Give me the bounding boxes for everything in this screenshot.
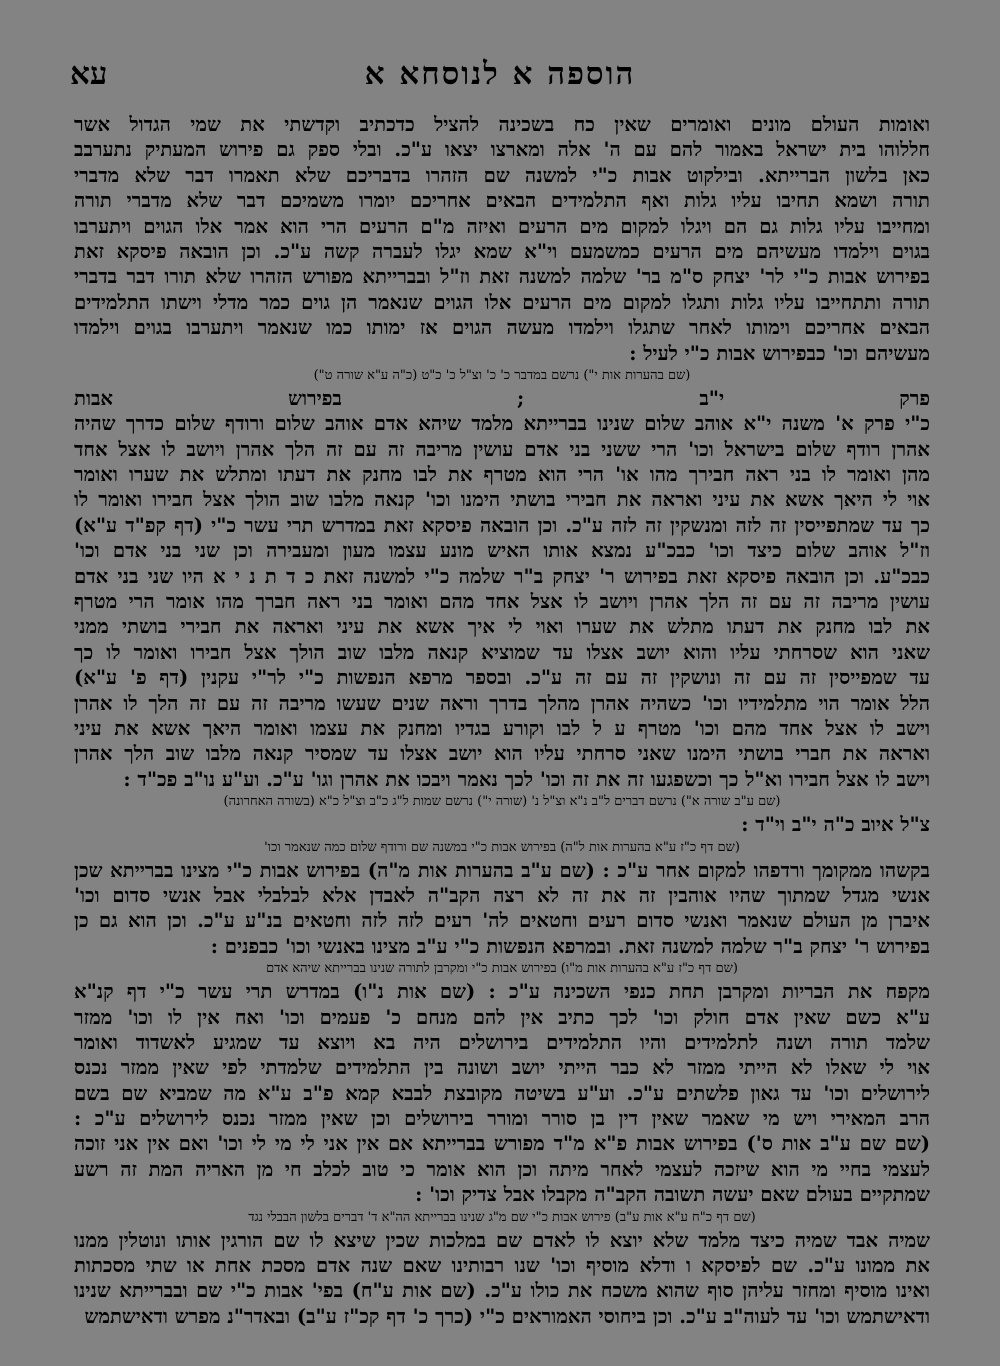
page-body	[74, 112, 930, 1352]
text-line: כך עד שמתפייסין זה לזה ומנשקין זה לזה ע"כ. וכן הובאה פיסקא זאת במדרש תרי עשר כ"י (דף קפ"ד ע"א)	[74, 513, 930, 537]
text-line: בגוים וילמדו מעשיהם מים הרעים כמשמעם וי"א שמא יגלו לעברה קשה ע"כ. וכן הובאה פיסקא זאת	[74, 239, 930, 263]
text-line: וישב לו אצל אחד מהם וכו' מטרף ע ל לבו וקורע בגדיו ומחנק את עצמו ואומר היאך אשא את עיני	[74, 716, 930, 740]
text-line: פרק י"ב ; בפירוש אבות	[74, 386, 930, 410]
text-line: איברן מן העולם שנאמר ואנשי סדום רעים וחטאים לה' רעים לזה לזה וחטאים בנ"ע ע"כ. וכן הוא גם כן	[74, 909, 930, 933]
paragraph	[74, 112, 930, 366]
text-line: חללוהו בית ישראל באמור להם עם ה' אלה ומארצו יצאו ע"כ. ובלי ספק גם פירוש המעתיק נתערבב	[74, 138, 930, 162]
text-line: תורה ותתחייבו עליו גלות ותגלו למקום מים הרעים אלו הגוים שנאמר הן גוים כמר מדלי וישתו התלמידים	[74, 290, 930, 314]
text-line: ואראה את חברי בושתי הימנו שאני סרחתי עליו הוא יושב אצלו עד שמסיר קנאה מלבו שוב הלך אהרן	[74, 742, 930, 766]
text-line: ע"א כשם שאין אדם חולק וכו' לכך כתיב אין להם מנחם כ' פעמים וכו' ואח אין לו וכו' ממזר	[74, 1005, 930, 1029]
text-line: ואומות העולם מונים ואומרים שאין כח בשכינה להציל כדכתיב וקדשתי את שמי הגדול אשר	[74, 113, 930, 136]
paragraph	[74, 366, 930, 792]
paragraph	[74, 1208, 930, 1330]
text-line: מעשיהם וכו' כבפירוש אבות כ"י לעיל :	[629, 341, 930, 365]
paragraph	[74, 792, 930, 837]
page-header	[70, 56, 930, 104]
text-line: בפירוש ר' יצחק ב"ר שלמה למשנה זאת. ובמרפא הנפשות כ"י ע"ב מצינו באנשי וכו' כבפנים :	[210, 934, 930, 958]
text-line: וישב לו אצל חבירו וא"ל כך וכשפגעו זה את זה וכו' לכך נאמר ויבכו את אהרן וגו' ע"כ. וע"ע נו"ב פכ"ד :	[123, 767, 930, 791]
text-line: עושין מריבה זה עם זה הלך אהרן ויושב לו אצל אחד מהם ואומר בני ראה חברך מהו אומר הרי מטרף	[74, 590, 930, 614]
text-line: כ"י פרק א' משנה י"א אוהב שלום שנינו בברייתא מלמד שיהא אדם אוהב שלום ורודף שלום כדרך שהיה	[74, 412, 930, 436]
page-title: הוספה א לנוסחא א	[364, 56, 636, 92]
text-line: אנשי מגדל שמתוך שהיו אוהבין זה את זה לא רצה הקב"ה לאבדן אלא לבלבלי אבל אנשי סדום וכו'	[74, 883, 930, 907]
paragraph	[74, 959, 930, 1208]
paragraph-note: (שם ע"ב שורה א") נרשם דברים ל"ב נ"א וצ"ל נ' (שורה י") נרשם שמות ל"ג כ"ב וצ"ל כ"א (בשורה האחרונה)	[223, 794, 781, 810]
text-line: בקשהו ממקומך ורדפהו למקום אחר ע"כ : (שם ע"ב בהערות אות מ"ה) בפירוש אבות כ"י מצינו בברייתא שכן	[74, 858, 930, 882]
text-line: תורה ושמא תחיבו עליו גלות ואף התלמידים הבאים אחריכם יומרו משמיכם דבר שלא מדברי תורה	[74, 189, 930, 213]
text-line: לעצמי בחיי מי הוא שיזכה לעצמי לאחר מיתה וכן הוא אומר כי טוב לכלב חי מן האריה המת זה רשע	[74, 1157, 930, 1181]
text-line: אוי לי היאך אשא את עיני ואראה את חבירי בושתי הימנו וכו' קנאה מלבו שוב הולך אצל חבירו ואומר לו	[74, 488, 930, 512]
text-line: ודאישתמש וכו' עד לעוה"ב ע"כ. וכן ביחוסי האמוראים כ"י (כרך כ' דף קכ"ז ע"ב) ובאדר"נ מפרש ודאישתמש	[84, 1304, 930, 1328]
paragraph	[74, 838, 930, 960]
paragraph-note: (שם בהערות אות י") נרשם במדבר כ' כ' וצ"ל כ' כ"ט (כ"ה ע"א שורה ט")	[313, 367, 691, 383]
text-line: את ממונו ע"כ. שם לפיסקא ו ודלא מוסיף וכו' שנו רבותינו שאם שנה אדם מסכת אחת או שתי מסכתות	[74, 1254, 930, 1278]
text-line: הרב המאירי ויש מי שאמר שאין דין בן סורר ומורר בירושלים וכן שאין ממזר נכנס לירושלים ע"כ :	[74, 1107, 930, 1131]
text-line: צ"ל איוב כ"ה י"ב וי"ד :	[741, 813, 930, 837]
paragraph-note: (שם דף כ"ז ע"א בהערות אות ל"ה) בפירוש אבות כ"י במשנה שם ורודף שלום כמה שנאמר וכו'	[264, 839, 740, 855]
text-line: אהרן רודף שלום בישראל וכו' הרי ששני בני אדם עושין מריבה זה עם זה הלך אהרן ויושב לו אצל אחד	[74, 437, 930, 461]
text-line: ואינו מוסיף ומחזר עליהן סוף שהוא משכח את כולו ע"כ. (שם אות ע"ח) בפי' אבות כ"י שם ובברייתא שנינו	[74, 1279, 930, 1303]
text-line: שלמד תורה ושנה לתלמידים והיו התלמידים בירושלים היה בא ויוצא עד שמגיע לאשדוד ואומר	[74, 1030, 930, 1054]
paragraph-note: (שם דף כ"ז ע"א בהערות אות מ"ו) בפירוש אבות כ"י ומקרבן לתורה שנינו בברייתא שיהא אדם	[266, 961, 738, 977]
text-line: לירושלים וכו' עד גאון פלשתים ע"כ. וע"ע בשיטה מקובצת לבבא קמא פ"ב ע"א מה שמביא שם בשם	[74, 1081, 930, 1105]
text-line: מהן ואומר לו בני ראה חבירך מהו או' הרי הוא מטרף את לבו מחנק את דעתו ומתלש את שערו ואומר	[74, 463, 930, 487]
text-line: שמיה אבד שמיה כיצד מלמד שלא יוצא לו לאדם שם במלכות שכין שיצא לו שם הורגין אותו ונוטלין ממנו	[74, 1228, 930, 1252]
text-line: בפירוש אבות כ"י לר' יצחק ס"מ בר' שלמה למשנה זאת וז"ל ובברייתא מפורש הזהרו שלא תורו דבר בדברי	[74, 265, 930, 289]
text-line: את לבו מחנק את דעתו מתלש את שערו ואוי לי איך אשא את עיני ואראה את חבירי בושתי ממני	[74, 615, 930, 639]
text-line: אוי לי שאלו לא הייתי ממזר לא כבר הייתי יושב ושונה בין התלמידים שלמדתי לפי שאין ממזר נכנס	[74, 1056, 930, 1080]
text-line: ומחייבו עליו גלות גם הם ויגלו למקום מים הרעים ואיזה מ"ם הרעים הרי הוא אמר אלו הגוים ויתערבו	[74, 214, 930, 238]
text-line: מקפח את הבריות ומקרבן תחת כנפי השכינה ע"כ : (שם אות נ"ו) במדרש תרי עשר כ"י דף קנ"א	[74, 980, 930, 1004]
page-number: עא	[70, 56, 108, 92]
text-line: כבכ"ע. וכן הובאה פיסקא זאת בפירוש ר' יצחק ב"ר שלמה כ"י למשנה זאת כ ד ת נ י א היו שני בני אדם	[74, 564, 930, 588]
text-line: הבאים אחריכם וימותו לאחר שתגלו וילמדו מעשה הגוים אז ימותו כמו שנאמר ויתערבו בגוים וילמדו	[74, 316, 930, 340]
text-line: שאני הוא שסרחתי עליו והוא יושב אצלו עד שמוציא קנאה מלבו שוב הולך אצל חבירו ואומר לו כך	[74, 640, 930, 664]
text-line: (שם שם ע"ב אות ס') בפירוש אבות פ"א מ"ד מפורש בברייתא אם אין אני לי מי לי וכו' ואם אין אני זוכה	[74, 1132, 930, 1156]
text-line: כאן בלשון הברייתא. ובילקוט אבות כ"י למשנה שם הזהרו בדבריכם שלא תאמרו דבר שלא מדברי	[74, 163, 930, 187]
text-line: וז"ל אוהב שלום כיצד וכו' כבכ"ע נמצא אותו האיש מונע עצמו מעון ומעבירה וכן שני בני אדם וכו'	[74, 539, 930, 563]
text-line: הלל אומר הוי מתלמידיו וכו' כשהיה אהרן מהלך בדרך וראה שנים שעשו מריבה זה עם זה הלך לו אהרן	[74, 691, 930, 715]
paragraph-note: (שם דף כ"ח ע"א אות ע"ב) פירוש אבות כ"י שם מ"ג שנינו בברייתא הה"א ד' דברים בלשון הבבלי נגד	[248, 1209, 756, 1225]
text-line: עד שמפייסין זה עם זה ונושקין זה עם זה ע"כ. ובספר מרפא הנפשות כ"י לר"י עקנין (דף פ' ע"א)	[74, 666, 930, 690]
text-line: שמתקיים בעולם שאם יעשה תשובה הקב"ה מקבלו אבל צדיק וכו' :	[415, 1183, 930, 1207]
